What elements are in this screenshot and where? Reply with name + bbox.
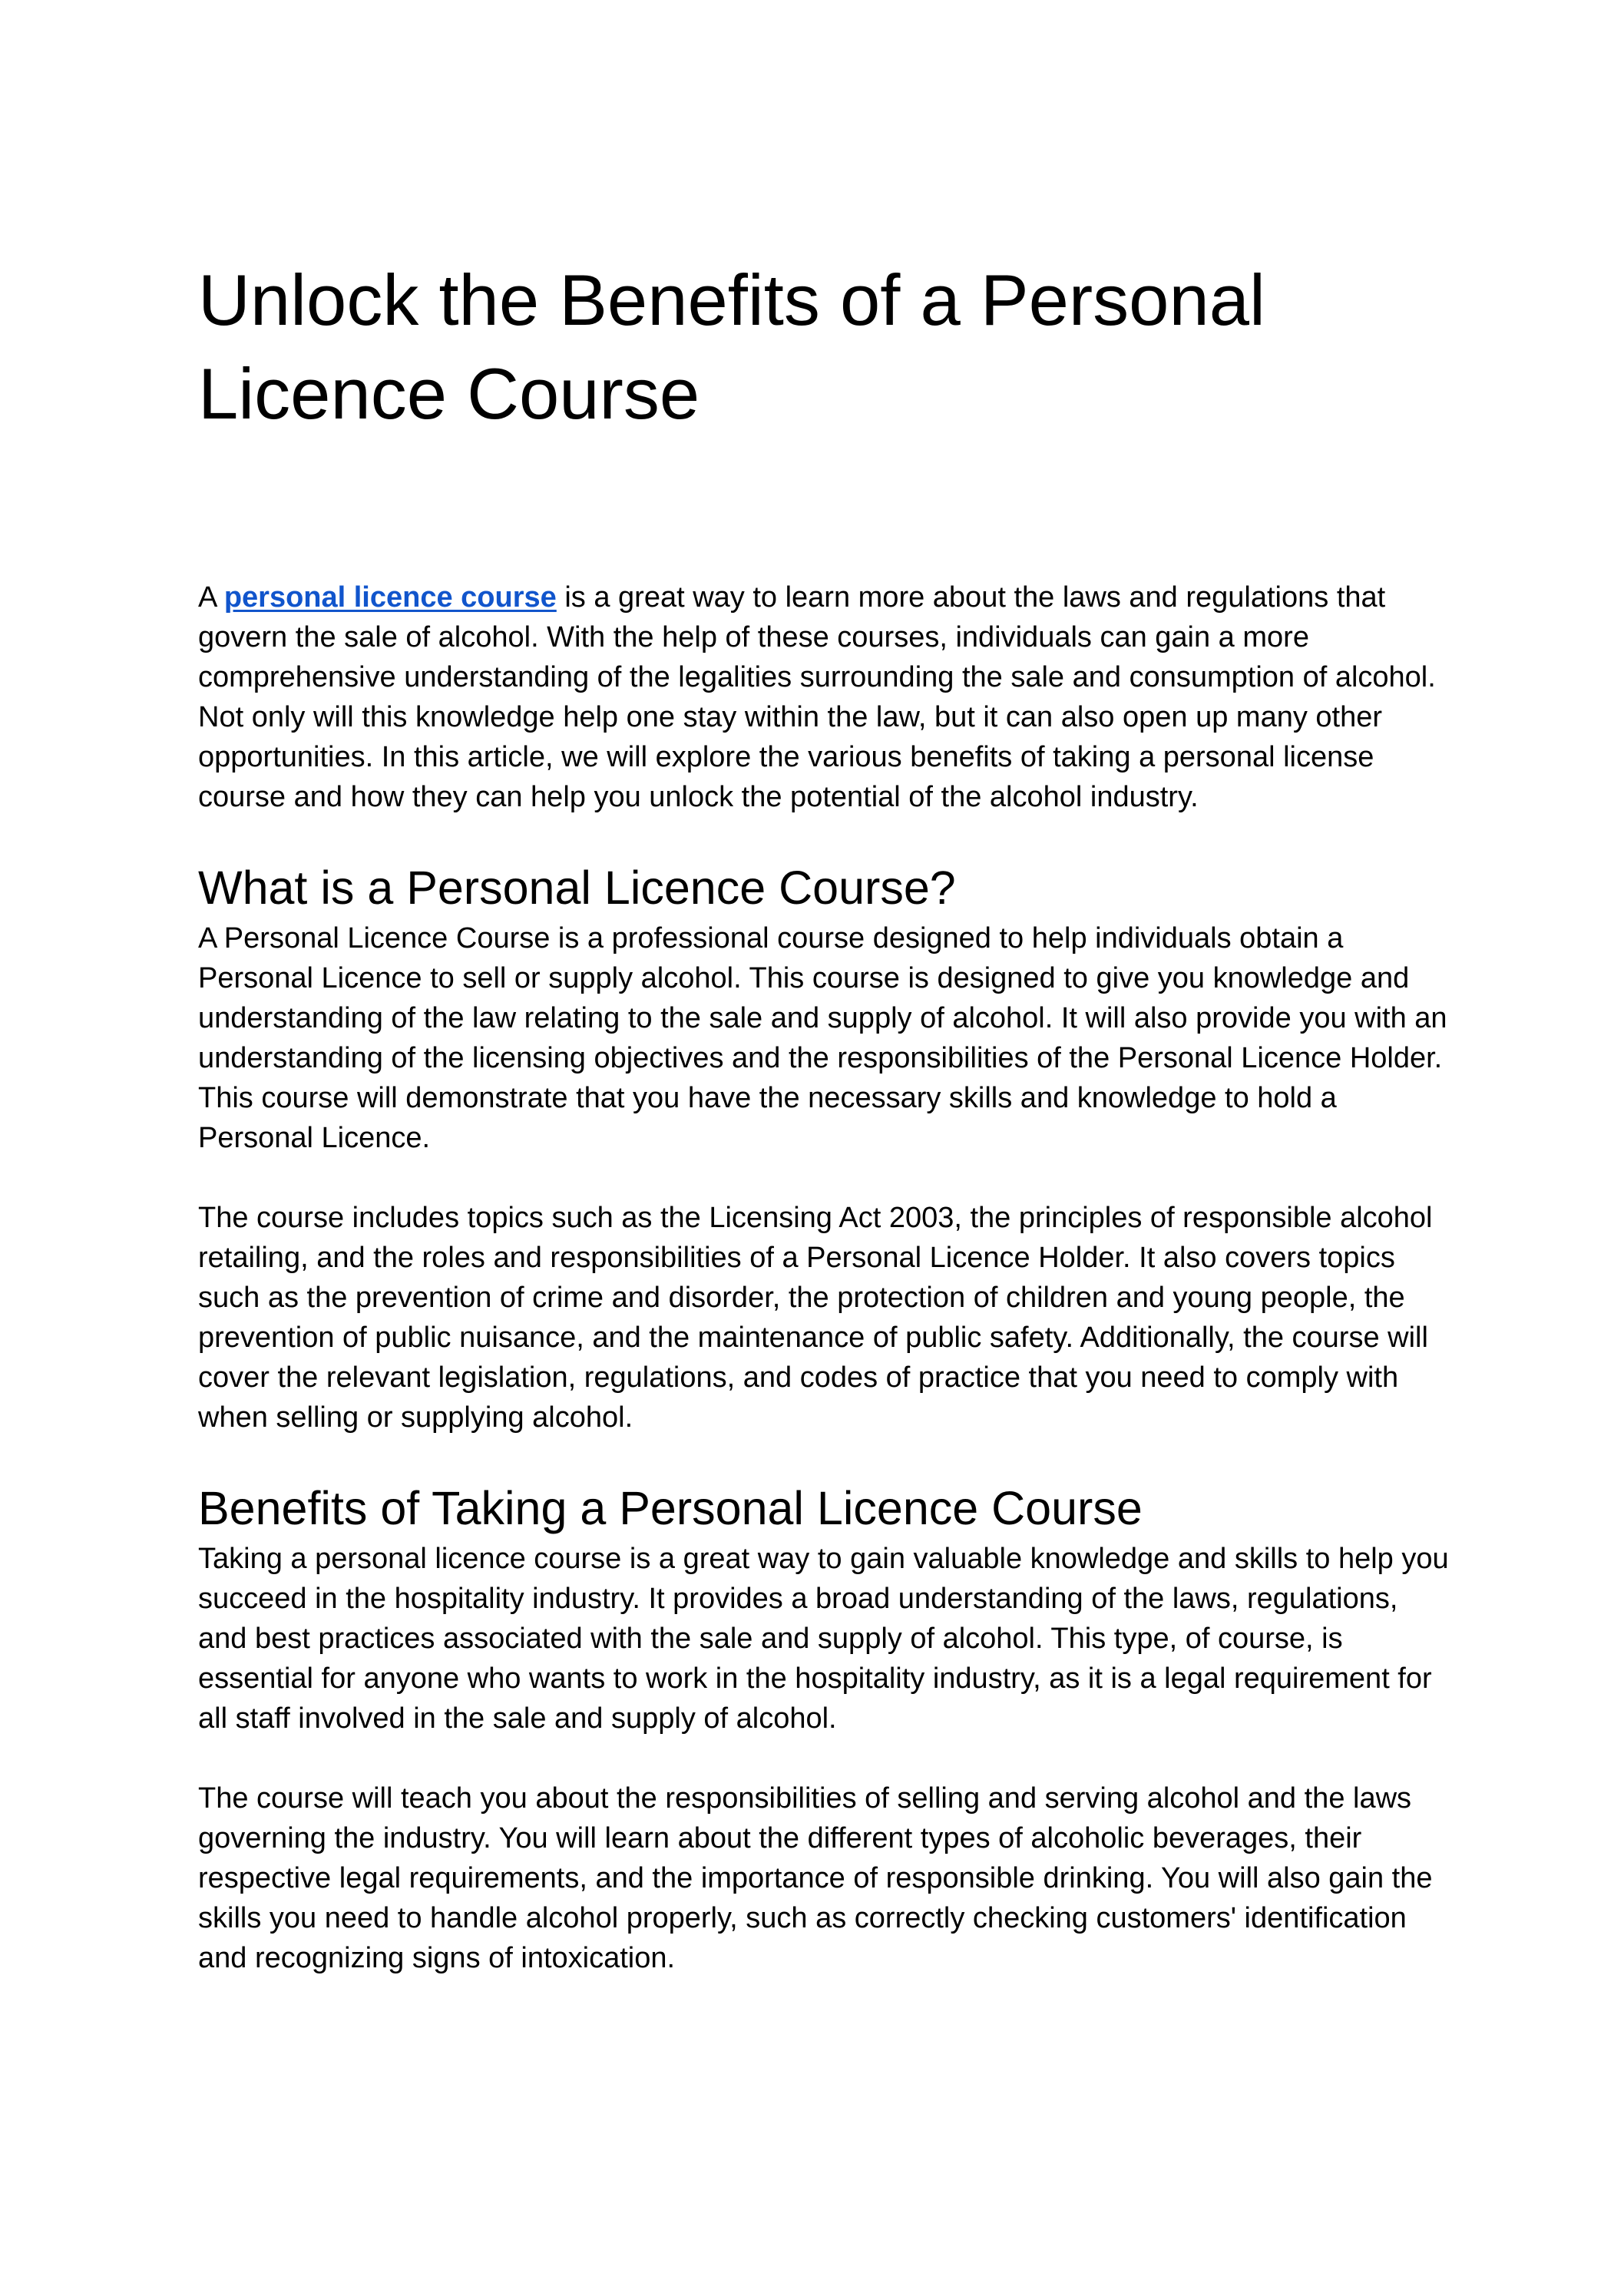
section-benefits — [198, 1477, 1450, 1978]
intro-paragraph — [198, 577, 1450, 817]
intro-rest: is a great way to learn more about the laws and regulations that govern the sale of alcohol. With the help of these courses, individuals can gain a more comprehensive understanding of the legalities surrounding the sale and consumption of alcohol. Not only will this knowledge help one stay within the law, but it can also open up many other opportunities. In this article, we will explore the various benefits of taking a personal license course and how they can help you unlock the potential of the alcohol industry. — [198, 581, 1436, 813]
section-what-is — [198, 857, 1450, 1437]
page-title: Unlock the Benefits of a Personal Licence Course — [198, 260, 1265, 434]
section-paragraph: A Personal Licence Course is a professional course designed to help individuals obtain a Personal Licence to sell or supply alcohol. This course is designed to give you knowledge and understanding of the law relating to the sale and supply of alcohol. It will also provide you with an understanding of the licensing objectives and the responsibilities of the Personal Licence Holder. This course will demonstrate that you have the necessary skills and knowledge to hold a Personal Licence. — [198, 922, 1447, 1154]
section-paragraph: The course will teach you about the responsibilities of selling and serving alcohol and the laws governing the industry. You will learn about the different types of alcoholic beverages, their respective legal requirements, and the importance of responsible drinking. You will also gain the skills you need to handle alcohol properly, such as correctly checking customers' identification and recognizing signs of intoxication. — [198, 1782, 1433, 1974]
personal-licence-course-link[interactable]: personal licence course — [223, 581, 557, 614]
document-content — [198, 253, 1450, 1978]
section-paragraph: Taking a personal licence course is a great way to gain valuable knowledge and skills to help you succeed in the hospitality industry. It provides a broad understanding of the laws, regulations, and best practices associated with the sale and supply of alcohol. This type, of course, is essential for anyone who wants to work in the hospitality industry, as it is a legal requirement for all staff involved in the sale and supply of alcohol. — [198, 1543, 1449, 1735]
intro-lead: A — [198, 581, 224, 614]
section-heading: What is a Personal Licence Course? — [198, 862, 956, 914]
section-paragraph: The course includes topics such as the Licensing Act 2003, the principles of responsible alcohol retailing, and the roles and responsibilities of a Personal Licence Holder. It also covers topics such as the prevention of crime and disorder, the protection of children and young people, the prevention of public nuisance, and the maintenance of public safety. Additionally, the course will cover the relevant legislation, regulations, and codes of practice that you need to comply with when selling or supplying alcohol. — [198, 1202, 1433, 1434]
section-heading: Benefits of Taking a Personal Licence Course — [198, 1482, 1143, 1534]
